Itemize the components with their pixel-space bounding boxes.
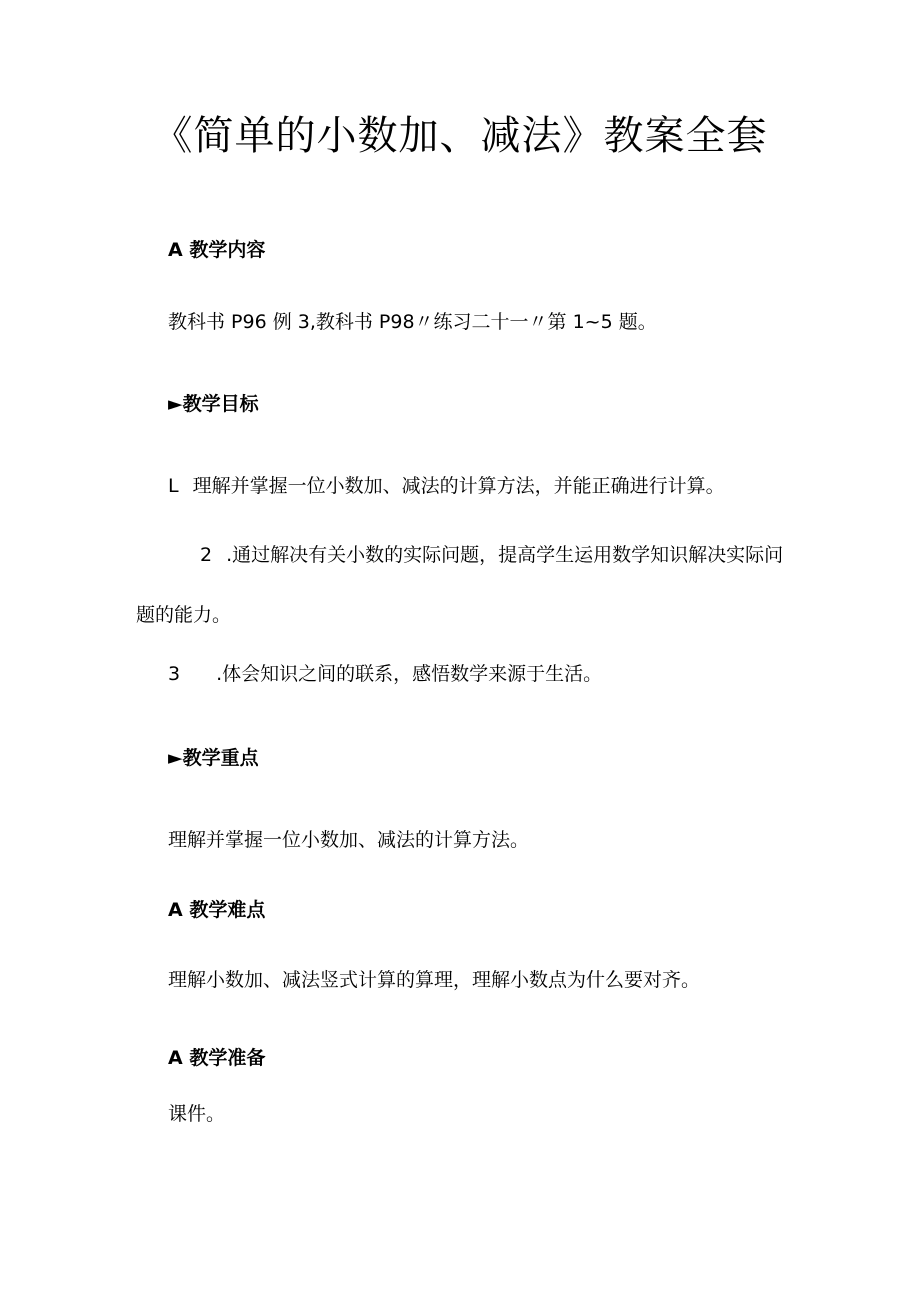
key-points-text: 理解并掌握一位小数加、减法的计算方法。 <box>168 829 530 851</box>
section-heading-difficulties: A 教学难点 <box>168 899 266 921</box>
goal-item-3 <box>168 662 602 687</box>
section-heading-key-points: ►教学重点 <box>168 747 259 769</box>
goal-item-2-text: .通过解决有关小数的实际问题，提高学生运用数学知识解决实际问题的能力。 <box>136 544 784 626</box>
content-text: 教科书 P96 例 3,教科书 P98〃练习二十一〃第 1~5 题。 <box>168 311 657 333</box>
section-heading-goals: ►教学目标 <box>168 393 259 415</box>
goal-item-2 <box>136 525 796 645</box>
preparation-text: 课件。 <box>168 1103 226 1125</box>
goal-item-2-number: 2 <box>200 544 213 566</box>
goal-item-3-number: 3 <box>168 663 181 685</box>
goal-item-1 <box>168 474 725 499</box>
goal-item-1-number: L <box>168 475 179 497</box>
goal-item-3-text: .体会知识之间的联系，感悟数学来源于生活。 <box>216 663 603 685</box>
goal-item-1-text: 理解并掌握一位小数加、减法的计算方法，并能正确进行计算。 <box>192 475 725 497</box>
document-title: 《简单的小数加、减法》教案全套 <box>152 113 768 159</box>
difficulties-text: 理解小数加、减法竖式计算的算理，理解小数点为什么要对齐。 <box>168 969 701 991</box>
section-heading-content: A 教学内容 <box>168 239 266 261</box>
section-heading-preparation: A 教学准备 <box>168 1047 266 1069</box>
